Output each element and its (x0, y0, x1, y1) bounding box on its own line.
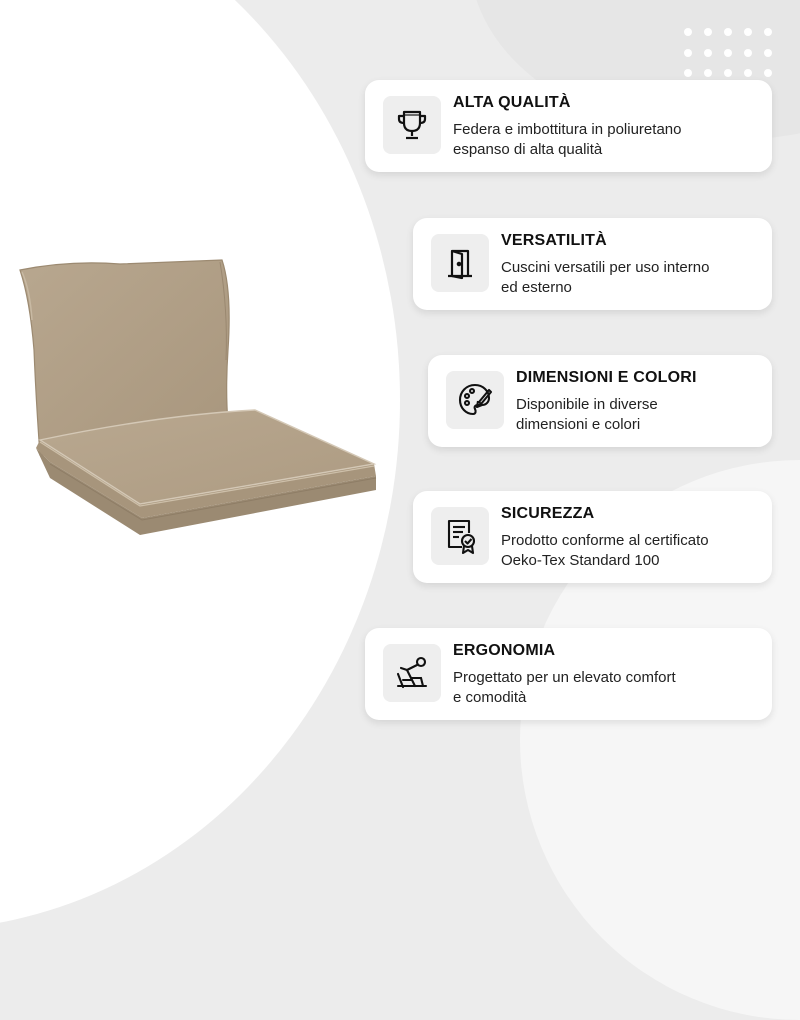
feature-title: VERSATILITÀ (501, 232, 607, 249)
palette-icon (446, 371, 504, 429)
feature-card-quality (365, 80, 772, 172)
cushion-set-image (10, 250, 380, 545)
feature-card-safety (413, 491, 772, 583)
reclining-person-icon (383, 644, 441, 702)
feature-title: SICUREZZA (501, 505, 595, 522)
feature-card-versatility (413, 218, 772, 310)
feature-description: Cuscini versatili per uso interno ed esterno (501, 259, 710, 296)
feature-description: Federa e imbottitura in poliuretano espanso di alta qualità (453, 121, 682, 158)
door-icon (431, 234, 489, 292)
feature-description: Progettato per un elevato comfort e comodità (453, 669, 676, 706)
feature-description: Prodotto conforme al certificato Oeko-Tex Standard 100 (501, 532, 709, 569)
feature-title: ERGONOMIA (453, 642, 556, 659)
feature-description: Disponibile in diverse dimensioni e colori (516, 396, 658, 433)
dot-pattern (684, 28, 774, 80)
feature-card-dimensions (428, 355, 772, 447)
feature-title: ALTA QUALITÀ (453, 94, 571, 111)
trophy-icon (383, 96, 441, 154)
feature-title: DIMENSIONI E COLORI (516, 369, 697, 386)
certificate-icon (431, 507, 489, 565)
feature-card-ergonomics (365, 628, 772, 720)
